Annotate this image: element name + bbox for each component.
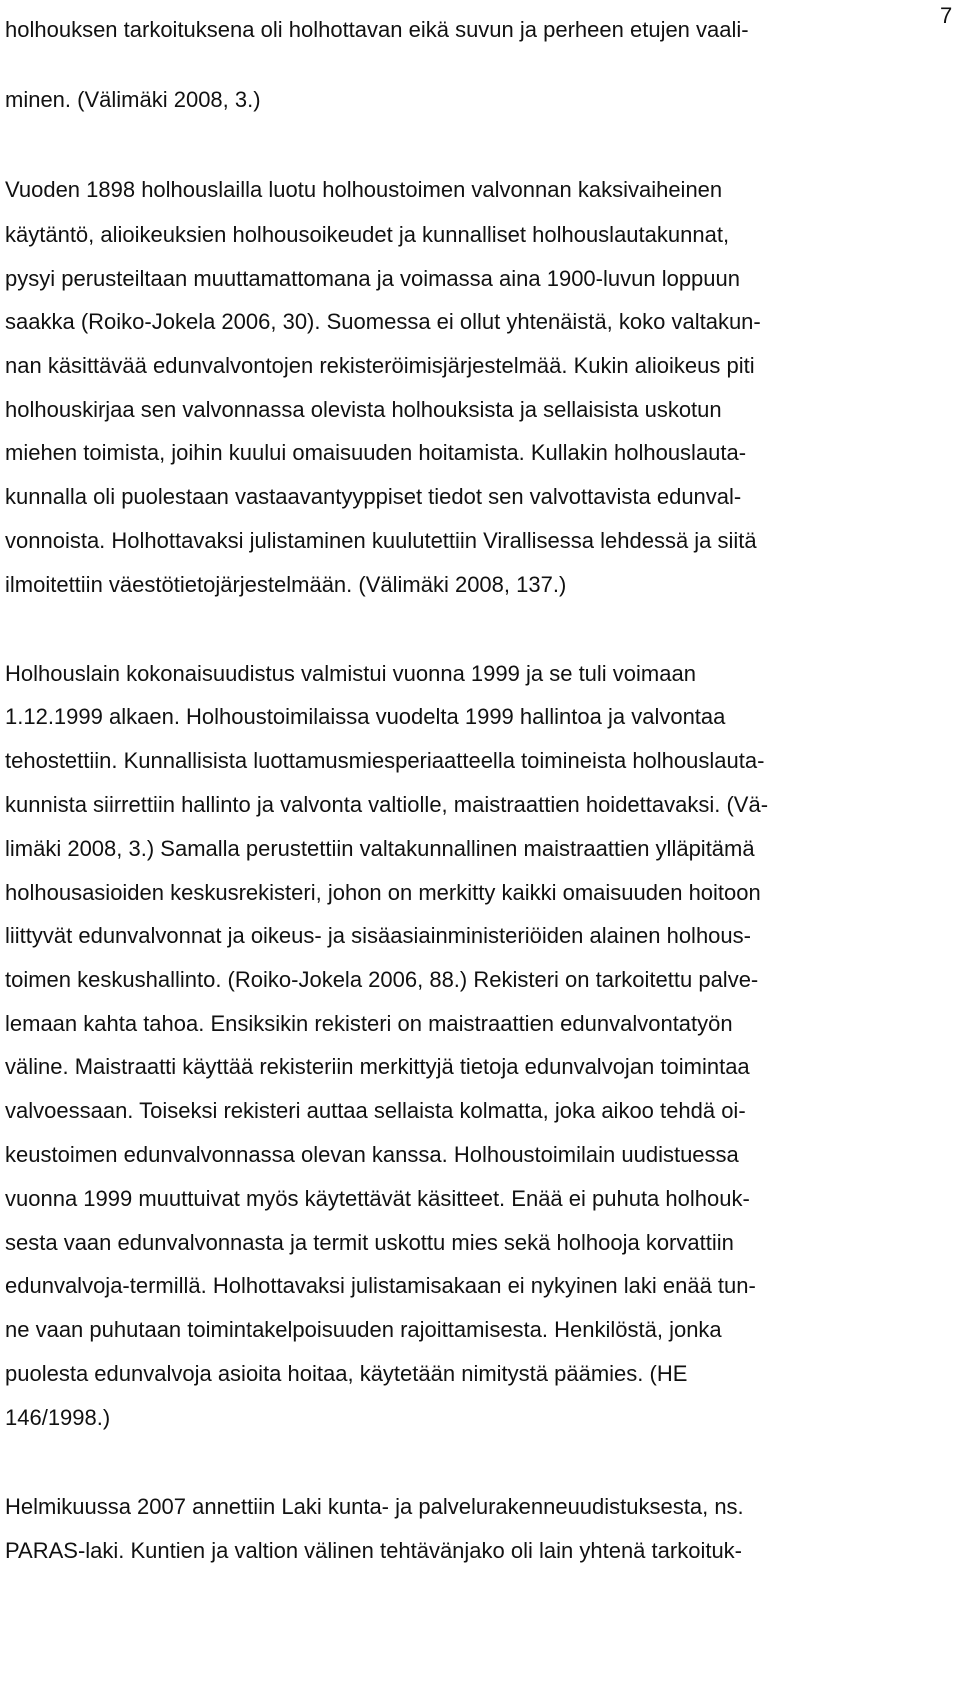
text-line: valvoessaan. Toiseksi rekisteri auttaa sellaista kolmatta, joka aikoo tehdä oi- [5, 1098, 746, 1123]
text-line: Vuoden 1898 holhouslailla luotu holhoustoimen valvonnan kaksivaiheinen [5, 177, 723, 202]
text-line: keustoimen edunvalvonnassa olevan kanssa. Holhoustoimilain uudistuessa [5, 1142, 739, 1167]
text-line: limäki 2008, 3.) Samalla perustettiin valtakunnallinen maistraattien ylläpitämä [5, 836, 755, 861]
text-line: holhouksen tarkoituksena oli holhottavan eikä suvun ja perheen etujen vaali- [5, 17, 749, 42]
text-line: tehostettiin. Kunnallisista luottamusmiesperiaatteella toimineista holhouslauta- [5, 748, 765, 773]
text-line: vuonna 1999 muuttuivat myös käytettävät käsitteet. Enää ei puhuta holhouk- [5, 1186, 750, 1211]
text-line: pysyi perusteiltaan muuttamattomana ja voimassa aina 1900-luvun loppuun [5, 266, 740, 291]
text-line: liittyvät edunvalvonnat ja oikeus- ja sisäasiainministeriöiden alainen holhous- [5, 923, 751, 948]
text-line: miehen toimista, joihin kuului omaisuuden hoitamista. Kullakin holhouslauta- [5, 440, 747, 465]
text-line: kunnalla oli puolestaan vastaavantyyppiset tiedot sen valvottavista edunval- [5, 484, 742, 509]
text-line: Holhouslain kokonaisuudistus valmistui vuonna 1999 ja se tuli voimaan [5, 661, 696, 686]
text-line: 1.12.1999 alkaen. Holhoustoimilaissa vuodelta 1999 hallintoa ja valvontaa [5, 704, 726, 729]
text-line: nan käsittävää edunvalvontojen rekisteröimisjärjestelmää. Kukin alioikeus piti [5, 353, 755, 378]
text-line: minen. (Välimäki 2008, 3.) [5, 87, 261, 112]
text-line: holhouskirjaa sen valvonnassa olevista holhouksista ja sellaisista uskotun [5, 397, 722, 422]
text-line: holhousasioiden keskusrekisteri, johon on merkitty kaikki omaisuuden hoitoon [5, 880, 761, 905]
text-line: 146/1998.) [5, 1405, 111, 1430]
text-line: toimen keskushallinto. (Roiko-Jokela 2006, 88.) Rekisteri on tarkoitettu palve- [5, 967, 759, 992]
text-line: ne vaan puhutaan toimintakelpoisuuden rajoittamisesta. Henkilöstä, jonka [5, 1317, 722, 1342]
text-line: vonnoista. Holhottavaksi julistaminen kuulutettiin Virallisessa lehdessä ja siitä [5, 528, 757, 553]
text-line: ilmoitettiin väestötietojärjestelmään. (Välimäki 2008, 137.) [5, 572, 567, 597]
text-line: puolesta edunvalvoja asioita hoitaa, käytetään nimitystä päämies. (HE [5, 1361, 688, 1386]
text-line: Helmikuussa 2007 annettiin Laki kunta- ja palvelurakenneuudistuksesta, ns. [5, 1494, 744, 1519]
page-number: 7 [940, 3, 953, 28]
text-line: PARAS-laki. Kuntien ja valtion välinen tehtävänjako oli lain yhtenä tarkoituk- [5, 1538, 742, 1563]
text-line: edunvalvoja-termillä. Holhottavaksi julistamisakaan ei nykyinen laki enää tun- [5, 1273, 756, 1298]
text-line: kunnista siirrettiin hallinto ja valvonta valtiolle, maistraattien hoidettavaksi. (Vä- [5, 792, 769, 817]
text-line: saakka (Roiko-Jokela 2006, 30). Suomessa ei ollut yhtenäistä, koko valtakun- [5, 309, 761, 334]
text-line: sesta vaan edunvalvonnasta ja termit uskottu mies sekä holhooja korvattiin [5, 1230, 734, 1255]
text-line: väline. Maistraatti käyttää rekisteriin merkittyjä tietoja edunvalvojan toimintaa [5, 1054, 750, 1079]
text-line: käytäntö, alioikeuksien holhousoikeudet ja kunnalliset holhouslautakunnat, [5, 222, 730, 247]
text-line: lemaan kahta tahoa. Ensiksikin rekisteri on maistraattien edunvalvontatyön [5, 1011, 733, 1036]
